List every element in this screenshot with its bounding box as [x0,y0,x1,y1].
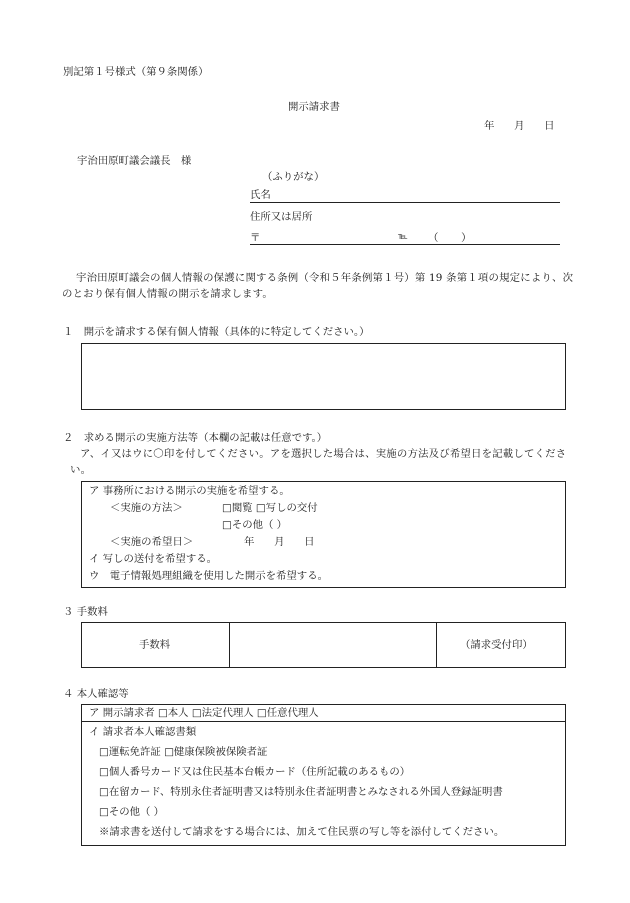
doc-option-2[interactable]: □個人番号カード又は住民基本台帳カード（住所記載のあるもの） [99,766,411,778]
method-options-2[interactable]: □その他（ ） [222,519,288,531]
doc-option-1[interactable]: □運転免許証 □健康保険被保険者証 [99,746,268,758]
doc-option-3[interactable]: □在留カード、特別永住者証明書又は特別永住者証明書とみなされる外国人登録証明書 [99,786,503,798]
fee-divider-2 [436,622,437,668]
date-label: ＜実施の希望日＞ [110,536,194,548]
fee-label: 手数料 [139,639,171,651]
row-i: イ 請求者本人確認書類 [89,726,197,738]
name-label: 氏名 [250,189,271,201]
section4-divider [81,721,566,722]
addressee: 宇治田原町議会議長 様 [77,155,192,167]
option-a[interactable]: ア 事務所における開示の実施を希望する。 [89,485,290,497]
section2-heading: ２ 求める開示の実施方法等（本欄の記載は任意です。） [63,432,328,444]
section4-heading: ４ 本人確認等 [63,688,129,700]
doc-option-4[interactable]: □その他（ ） [99,806,165,818]
tel-paren: （ ） [428,232,475,244]
stamp-label: （請求受付印） [460,639,533,651]
form-label: 別記第１号様式（第９条関係） [63,66,209,78]
section3-heading: ３ 手数料 [63,606,108,618]
tel-label: ℡ [398,232,408,242]
method-label: ＜実施の方法＞ [110,502,183,514]
date-value[interactable]: 年 月 日 [244,536,317,548]
option-u[interactable]: ウ 電子情報処理組織を使用した開示を希望する。 [89,570,328,582]
intro-paragraph: 宇治田原町議会の個人情報の保護に関する条例（令和５年条例第１号）第 19 条第１項の規定により、次のとおり保有個人情報の開示を請求します。 [62,272,574,301]
furigana-label: （ふりがな） [262,171,325,183]
option-i[interactable]: イ 写しの送付を希望する。 [89,553,217,565]
postal-mark: 〒 [250,232,261,244]
name-field[interactable] [250,202,560,203]
section1-input-box[interactable] [81,343,566,410]
fee-divider-1 [229,622,230,668]
address-field[interactable] [250,244,560,245]
date-line: 年 月 日 [484,120,557,132]
row-a[interactable]: ア 開示請求者 □本人 □法定代理人 □任意代理人 [89,707,319,719]
method-options-1[interactable]: □閲覧 □写しの交付 [222,502,318,514]
section4-note: ※請求書を送付して請求をする場合には、加えて住民票の写し等を添付してください。 [99,826,505,838]
address-label: 住所又は居所 [250,211,313,223]
page-title: 開示請求書 [288,101,340,113]
section1-heading: １ 開示を請求する保有個人情報（具体的に特定してください。） [63,326,370,338]
section2-note: ア、イ又はウに〇印を付してください。アを選択した場合は、実施の方法及び希望日を記載してください。 [70,448,567,476]
